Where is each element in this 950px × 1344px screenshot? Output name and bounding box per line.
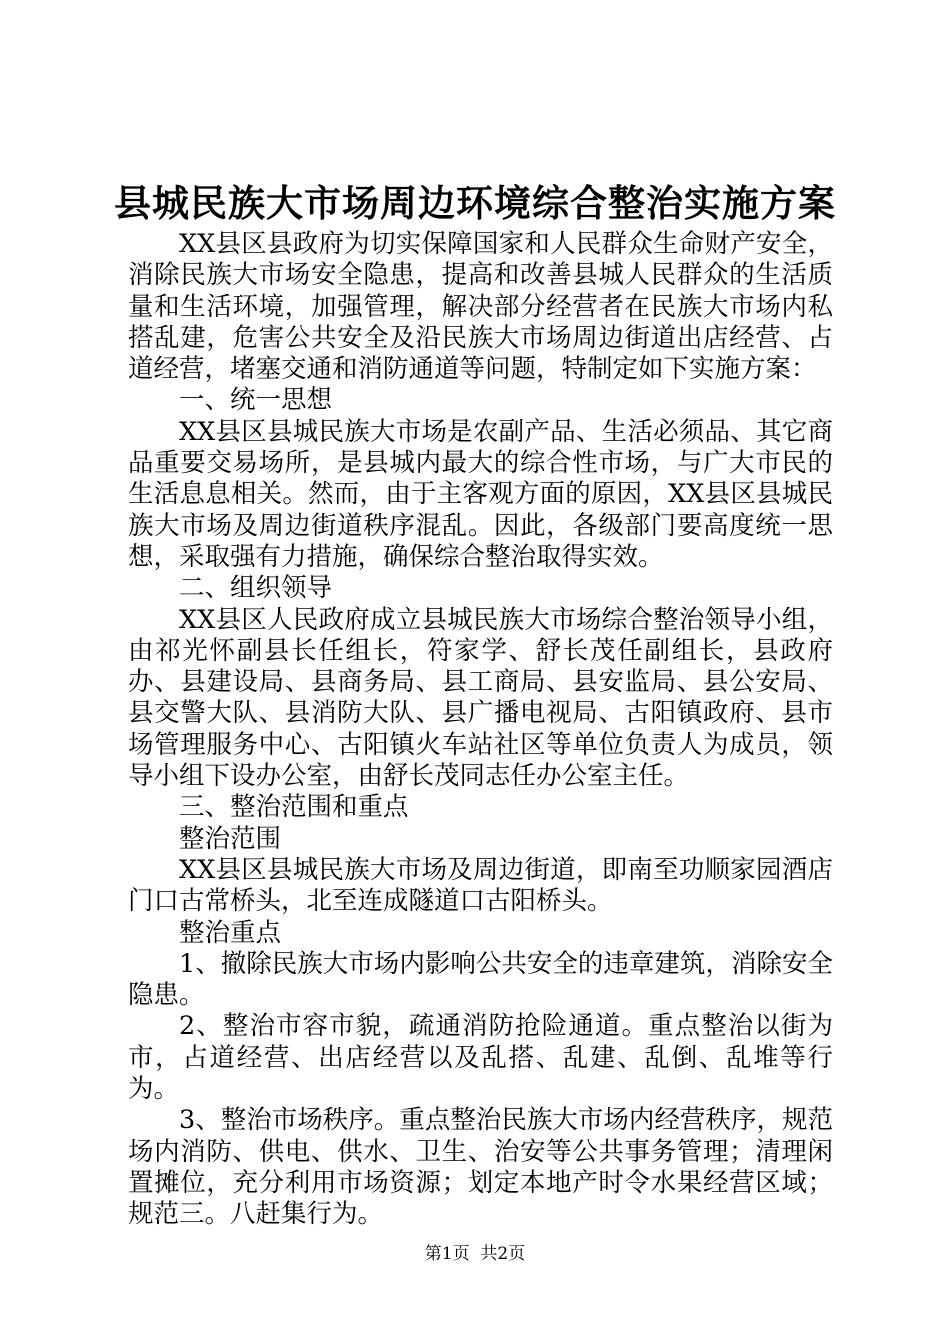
subheading-focus: 整治重点 xyxy=(179,917,282,948)
paragraph-section-2: XX县区人民政府成立县城民族大市场综合整治领导小组，由祁光怀副县长任组长，符家学、舒长茂任副组长，县政府办、县建设局、县商务局、县工商局、县安监局、县公安局、县交警大队、县消防大队、县广播电视局、古阳镇政府、县市场管理服务中心、古阳镇火车站社区等单位负责人为成员，领导小组下设办公室，由舒长茂同志任办公室主任。 xyxy=(128,604,833,792)
section-heading-1: 一、统一思想 xyxy=(179,385,333,416)
list-item-2: 2、整治市容市貌，疏通消防抢险通道。重点整治以街为市，占道经营、出店经营以及乱搭、乱建、乱倒、乱堆等行为。 xyxy=(128,1011,833,1105)
section-heading-3: 三、整治范围和重点 xyxy=(179,792,409,823)
document-title: 县城民族大市场周边环境综合整治实施方案 xyxy=(114,181,836,225)
subheading-scope: 整治范围 xyxy=(179,823,282,854)
paragraph-intro: XX县区县政府为切实保障国家和人民群众生命财产安全，消除民族大市场安全隐患，提高和改善县城人民群众的生活质量和生活环境，加强管理，解决部分经营者在民族大市场内私搭乱建，危害公共安全及沿民族大市场周边街道出店经营、占道经营，堵塞交通和消防通道等问题，特制定如下实施方案： xyxy=(128,229,833,385)
section-heading-2: 二、组织领导 xyxy=(179,573,333,604)
list-item-1: 1、撤除民族大市场内影响公共安全的违章建筑，消除安全隐患。 xyxy=(128,948,833,1011)
page-footer xyxy=(0,1243,950,1265)
list-item-3: 3、整治市场秩序。重点整治民族大市场内经营秩序，规范场内消防、供电、供水、卫生、治安等公共事务管理；清理闲置摊位，充分利用市场资源；划定本地产时令水果经营区域；规范三。八赶集行为。 xyxy=(128,1105,833,1230)
paragraph-scope: XX县区县城民族大市场及周边街道，即南至功顺家园酒店门口古常桥头，北至连成隧道口古阳桥头。 xyxy=(128,854,833,917)
paragraph-section-1: XX县区县城民族大市场是农副产品、生活必须品、其它商品重要交易场所，是县城内最大的综合性市场，与广大市民的生活息息相关。然而，由于主客观方面的原因，XX县区县城民族大市场及周边街道秩序混乱。因此，各级部门要高度统一思想，采取强有力措施，确保综合整治取得实效。 xyxy=(128,416,833,572)
document-body xyxy=(128,229,833,1231)
page-indicator: 第1页 共2页 xyxy=(424,1244,526,1264)
